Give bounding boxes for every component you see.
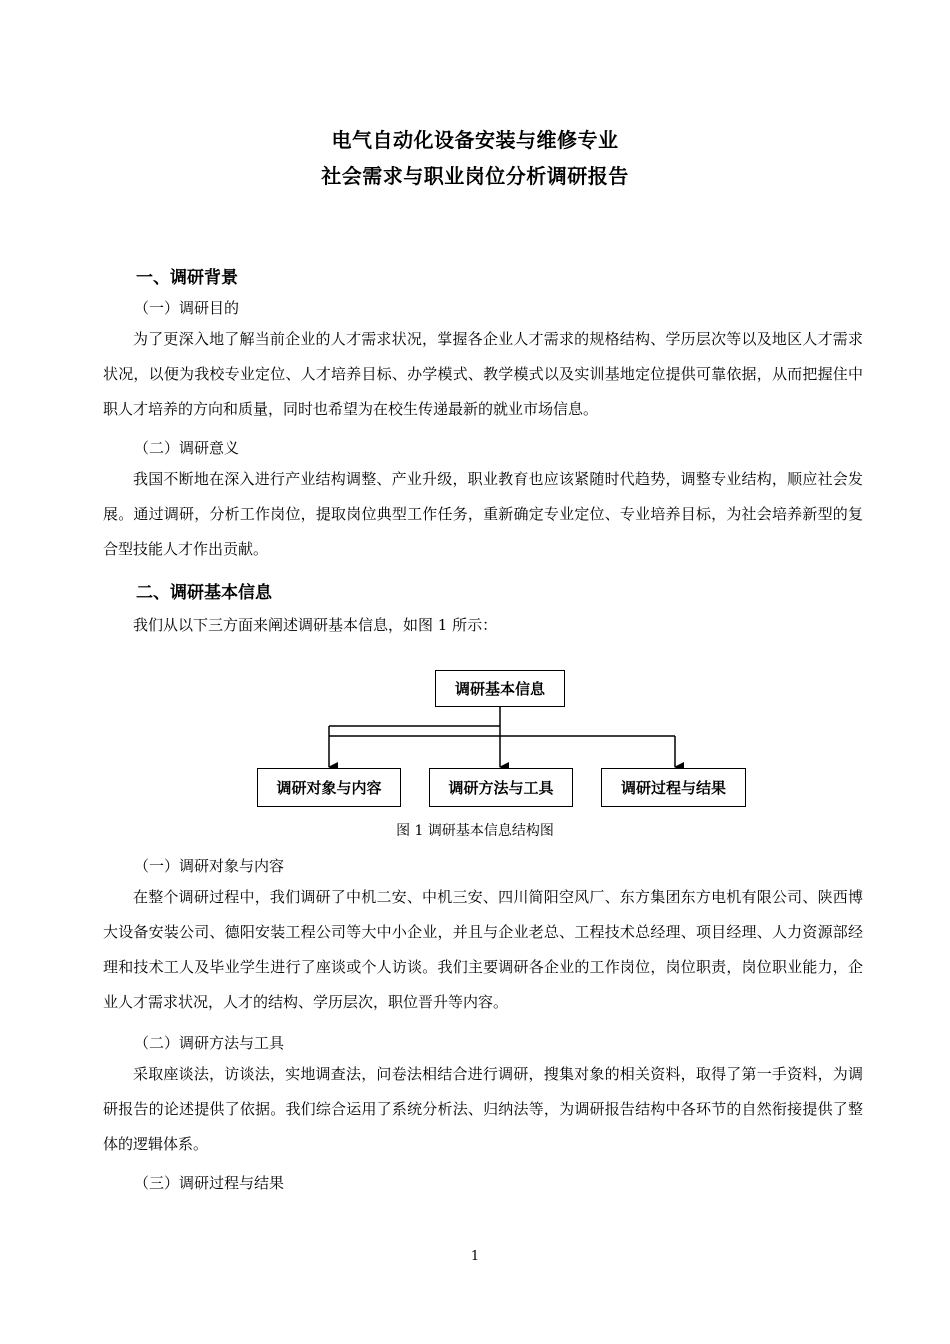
diagram-root-box: 调研基本信息 — [435, 670, 565, 707]
subheading-subjects: （一）调研对象与内容 — [134, 857, 285, 875]
paragraph-methods: 采取座谈法，访谈法，实地调查法，问卷法相结合进行调研，搜集对象的相关资料，取得了第一手资料，为调研报告的论述提供了依据。我们综合运用了系统分析法、归纳法等，为调研报告结构中各环节的自然衔接提供了整体的逻辑体系。 — [103, 1065, 863, 1153]
subheading-methods: （二）调研方法与工具 — [134, 1034, 285, 1052]
section-heading-background: 一、调研背景 — [136, 268, 238, 288]
doc-title-line1: 电气自动化设备安装与维修专业 — [331, 128, 619, 152]
paragraph-significance: 我国不断地在深入进行产业结构调整、产业升级，职业教育也应该紧随时代趋势，调整专业结构，顺应社会发展。通过调研，分析工作岗位，提取岗位典型工作任务，重新确定专业定位、专业培养目标，为社会培养新型的复合型技能人才作出贡献。 — [103, 470, 863, 558]
diagram-child-box-3: 调研过程与结果 — [601, 768, 746, 807]
paragraph-purpose: 为了更深入地了解当前企业的人才需求状况，掌握各企业人才需求的规格结构、学历层次等以及地区人才需求状况，以便为我校专业定位、人才培养目标、办学模式、教学模式以及实训基地定位提供可靠依据，从而把握住中职人才培养的方向和质量，同时也希望为在校生传递最新的就业市场信息。 — [103, 330, 863, 418]
figure-caption: 图 1 调研基本信息结构图 — [396, 823, 554, 839]
diagram-child-box-2: 调研方法与工具 — [429, 768, 573, 807]
paragraph-intro: 我们从以下三方面来阐述调研基本信息，如图 1 所示： — [133, 616, 498, 634]
doc-title-line2: 社会需求与职业岗位分析调研报告 — [321, 164, 629, 188]
section-heading-basic-info: 二、调研基本信息 — [136, 583, 272, 603]
page-number: 1 — [470, 1249, 480, 1264]
subheading-process: （三）调研过程与结果 — [134, 1174, 285, 1192]
subheading-significance: （二）调研意义 — [134, 439, 240, 457]
diagram-child-box-1: 调研对象与内容 — [257, 768, 401, 807]
subheading-purpose: （一）调研目的 — [134, 299, 240, 317]
paragraph-subjects: 在整个调研过程中，我们调研了中机二安、中机三安、四川简阳空风厂、东方集团东方电机有限公司、陕西博大设备安装公司、德阳安装工程公司等大中小企业，并且与企业老总、工程技术总经理、项目经理、人力资源部经理和技术工人及毕业学生进行了座谈或个人访谈。我们主要调研各企业的工作岗位，岗位职责，岗位职业能力，企业人才需求状况，人才的结构、学历层次，职位晋升等内容。 — [103, 888, 863, 1011]
